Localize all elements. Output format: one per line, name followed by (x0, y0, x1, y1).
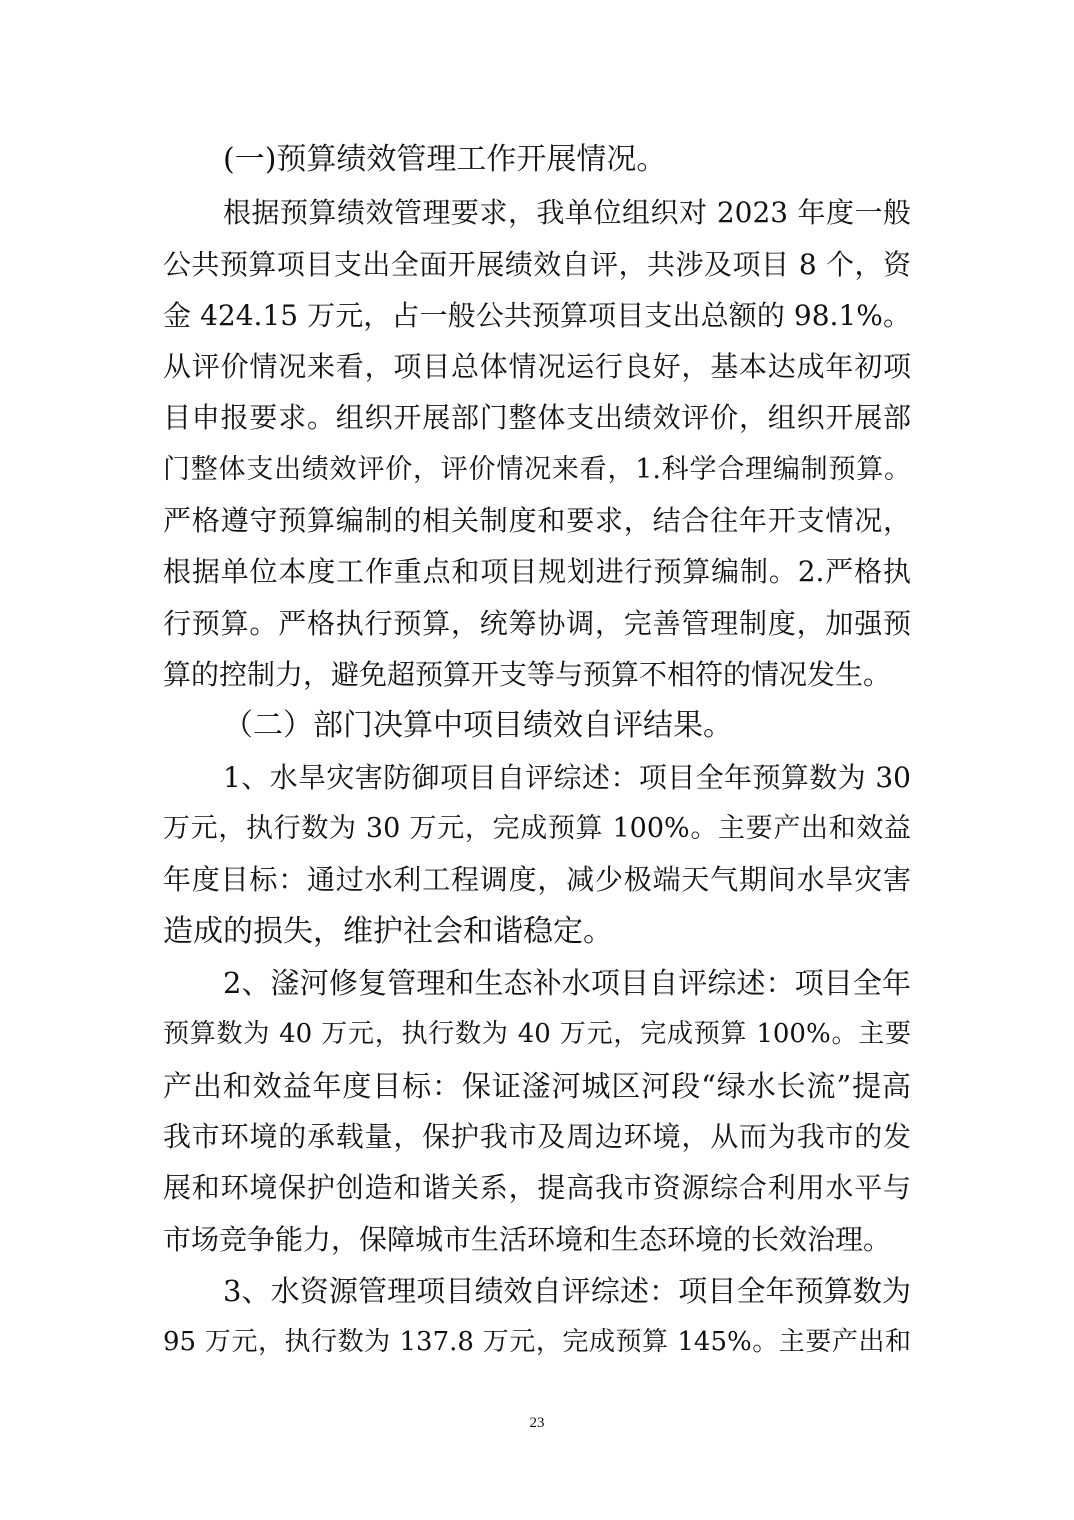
paragraph-line: 严格遵守预算编制的相关制度和要求，结合往年开支情况， (163, 504, 911, 537)
paragraph-line: 目申报要求。组织开展部门整体支出绩效评价，组织开展部 (163, 401, 911, 434)
paragraph-line: 行预算。严格执行预算，统筹协调，完善管理制度，加强预 (163, 607, 911, 640)
paragraph-line: 造成的损失，维护社会和谐稳定。 (163, 914, 613, 949)
paragraph-line: 年度目标：通过水利工程调度，减少极端天气期间水旱灾害 (163, 863, 911, 896)
paragraph-line: 3、水资源管理项目绩效自评综述：项目全年预算数为 (223, 1274, 911, 1308)
page-number: 23 (529, 1415, 545, 1431)
paragraph-line: 根据单位本度工作重点和项目规划进行预算编制。2.严格执 (163, 555, 911, 588)
paragraph-line: 展和环境保护创造和谐关系，提高我市资源综合利用水平与 (163, 1171, 911, 1204)
paragraph-line: 门整体支出绩效评价，评价情况来看，1.科学合理编制预算。 (163, 454, 911, 485)
paragraph-line: 我市环境的承载量，保护我市及周边环境，从而为我市的发 (163, 1120, 911, 1153)
paragraph-line: 市场竞争能力，保障城市生活环境和生态环境的长效治理。 (163, 1223, 892, 1256)
paragraph-line: 金 424.15 万元，占一般公共预算项目支出总额的 98.1%。 (163, 299, 911, 332)
paragraph-line: 1、水旱灾害防御项目自评综述：项目全年预算数为 30 (223, 761, 911, 794)
section-heading-2: （二）部门决算中项目绩效自评结果。 (223, 708, 733, 743)
paragraph-line: 从评价情况来看，项目总体情况运行良好，基本达成年初项 (163, 350, 911, 383)
paragraph-line: 2、滏河修复管理和生态补水项目自评综述：项目全年 (223, 966, 911, 1000)
section-heading-1: (一)预算绩效管理工作开展情况。 (223, 142, 667, 177)
paragraph-line: 95 万元，执行数为 137.8 万元，完成预算 145%。主要产出和 (163, 1327, 911, 1357)
paragraph-line: 公共预算项目支出全面开展绩效自评，共涉及项目 8 个，资 (163, 248, 911, 281)
paragraph-line: 万元，执行数为 30 万元，完成预算 100%。主要产出和效益 (163, 813, 911, 844)
paragraph-line: 算的控制力，避免超预算开支等与预算不相符的情况发生。 (163, 658, 892, 691)
paragraph-line: 预算数为 40 万元，执行数为 40 万元，完成预算 100%。主要 (163, 1019, 911, 1049)
paragraph-line: 根据预算绩效管理要求，我单位组织对 2023 年度一般 (223, 196, 911, 229)
paragraph-line: 产出和效益年度目标：保证滏河城区河段“绿水长流”提高 (163, 1069, 911, 1103)
